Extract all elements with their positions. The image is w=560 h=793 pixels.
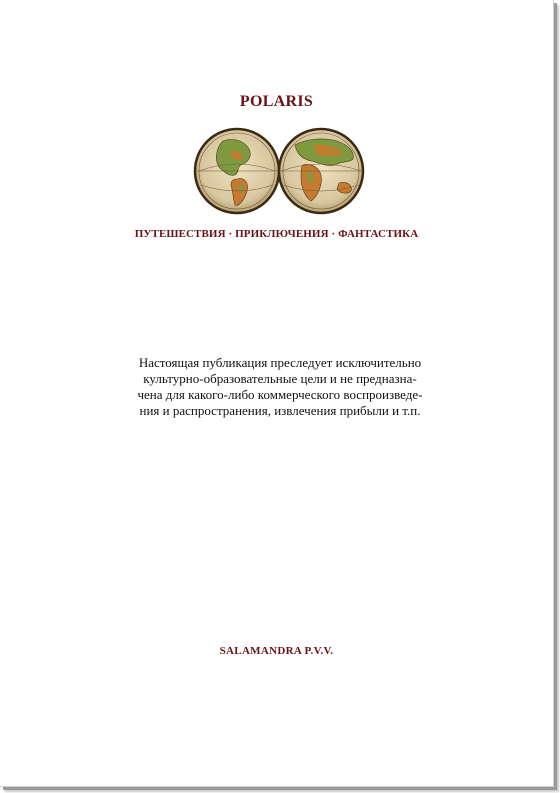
series-logo — [193, 127, 365, 215]
publisher-name: SALAMANDRA P.V.V. — [219, 645, 334, 657]
series-title: POLARIS — [239, 93, 314, 110]
disclaimer-line: чена для какого-либо коммерческого воспроизведе- — [137, 387, 423, 402]
twin-hemisphere-world-map-icon — [193, 127, 365, 215]
disclaimer-text — [100, 355, 460, 419]
disclaimer-line: Настоящая публикация преследует исключительно — [138, 355, 422, 370]
series-tagline: ПУТЕШЕСТВИЯ · ПРИКЛЮЧЕНИЯ · ФАНТАСТИКА — [134, 228, 419, 240]
disclaimer-line: ния и распространения, извлечения прибыли и т.п. — [139, 403, 421, 418]
disclaimer-line: культурно-образовательные цели и не предназна- — [143, 371, 417, 386]
